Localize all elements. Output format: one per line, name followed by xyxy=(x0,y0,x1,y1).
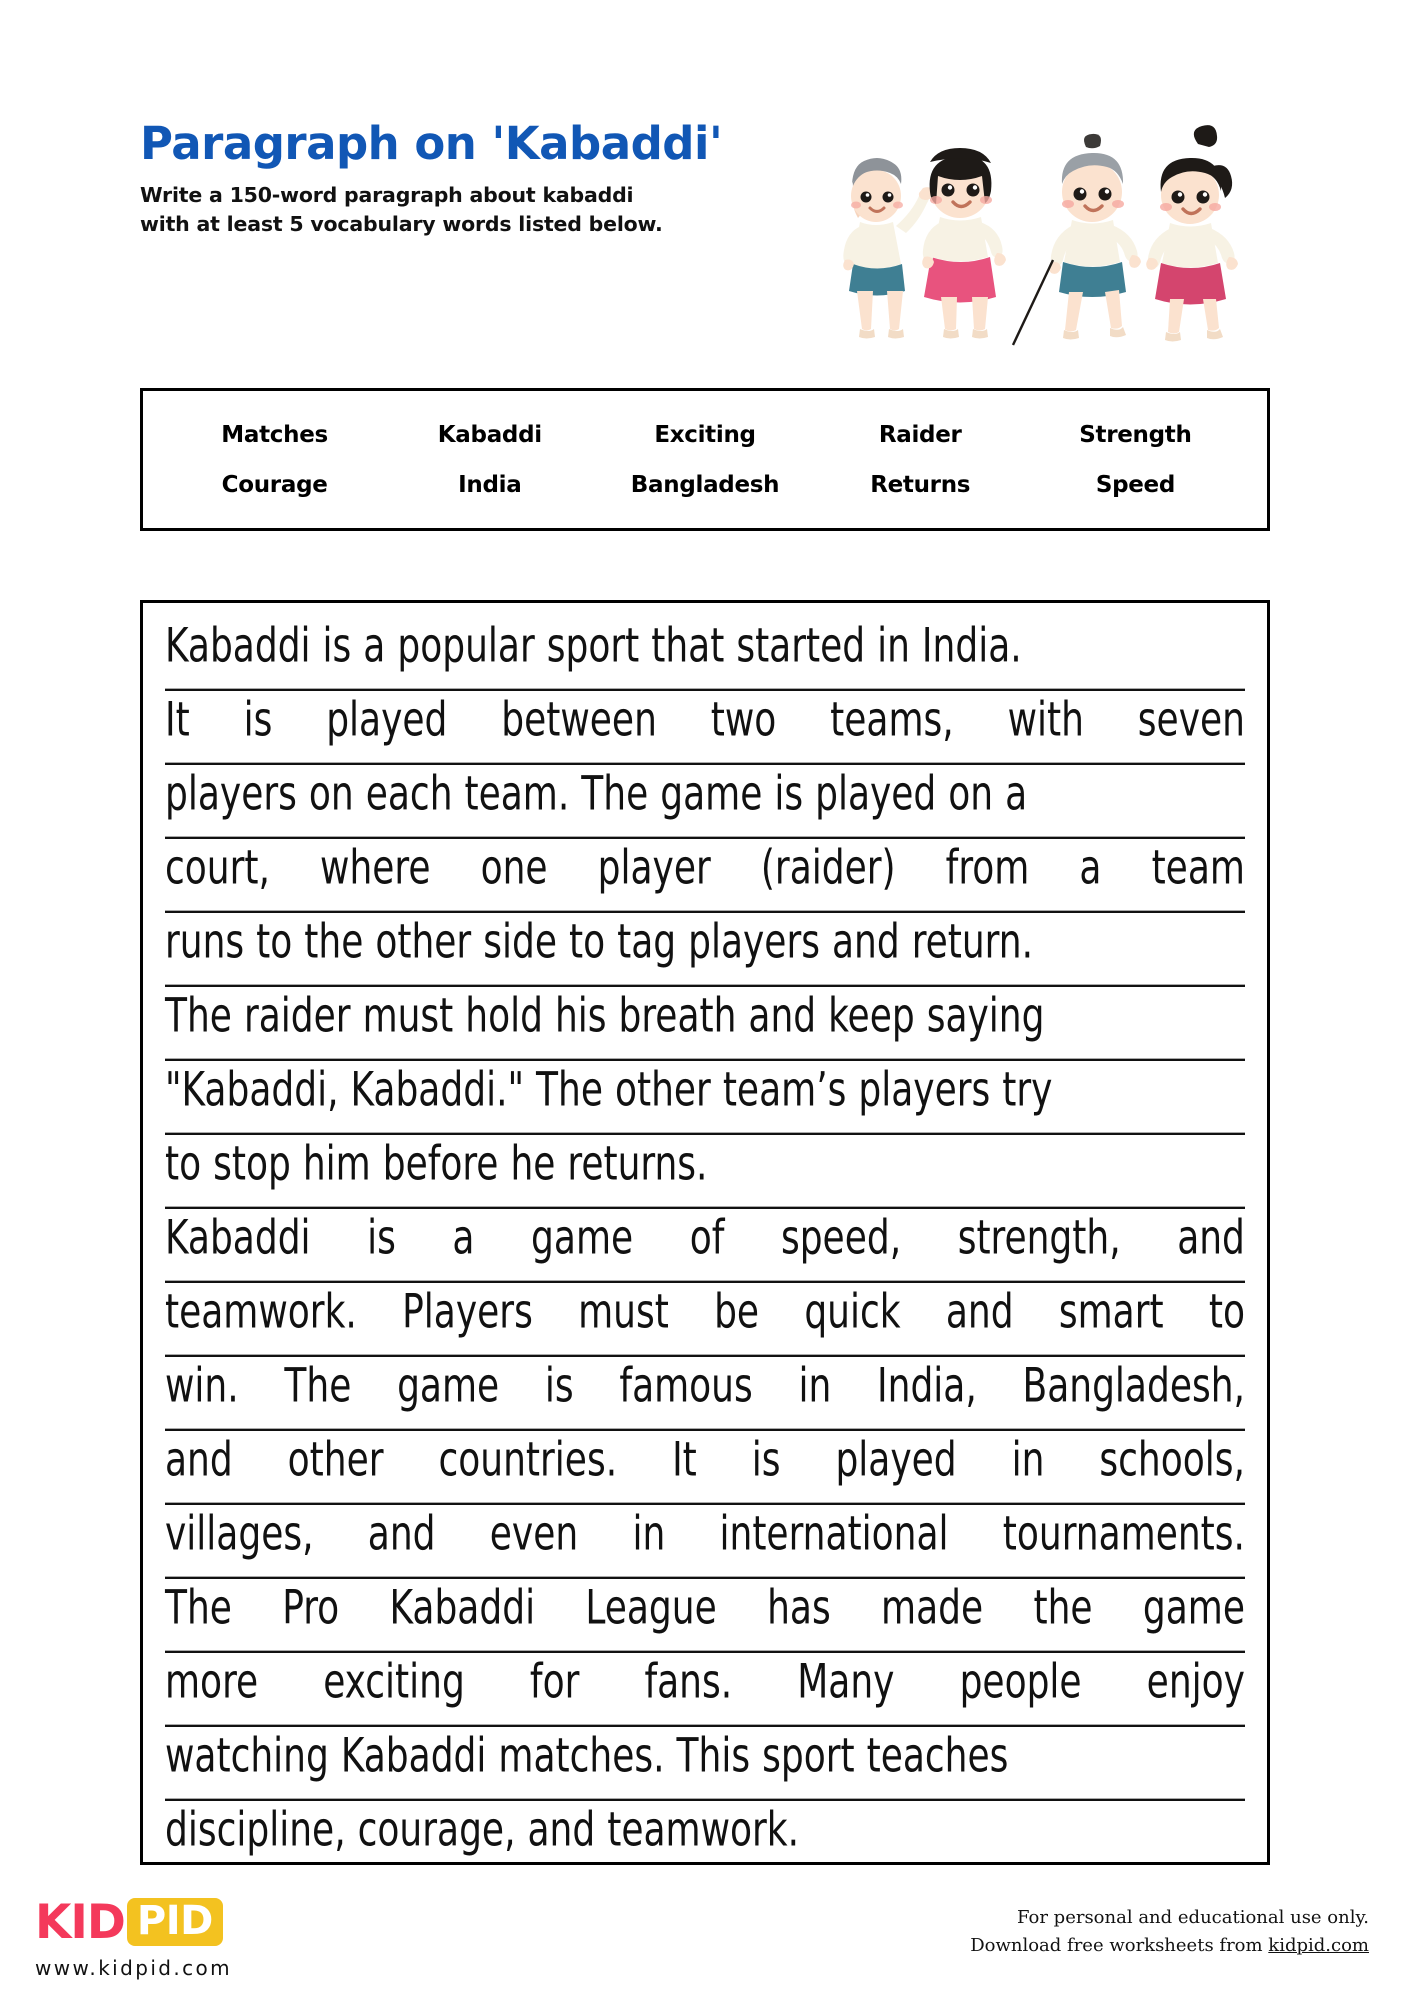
answer-lines-container xyxy=(165,617,1245,1865)
answer-word: Kabaddi xyxy=(165,619,311,674)
answer-word: popular xyxy=(397,619,535,674)
logo-kid-text: KID xyxy=(35,1894,125,1950)
logo-website-url: www.kidpid.com xyxy=(35,1956,233,1980)
answer-word: Kabaddi." xyxy=(350,1063,525,1118)
answer-word: is xyxy=(774,767,804,822)
answer-word: players xyxy=(688,915,820,970)
answer-word: to xyxy=(1208,1285,1245,1340)
answer-word: game xyxy=(397,1359,500,1414)
kidpid-link[interactable]: kidpid.com xyxy=(1268,1934,1369,1956)
answer-word: The xyxy=(581,767,649,822)
answer-word: of xyxy=(689,1211,725,1266)
footer-notice xyxy=(970,1904,1369,1960)
answer-word: famous xyxy=(619,1359,753,1414)
page-footer xyxy=(0,1890,1414,2000)
answer-word: It xyxy=(672,1433,697,1488)
worksheet-instructions xyxy=(140,181,780,239)
answer-word: fans. xyxy=(644,1655,733,1710)
answer-word: Bangladesh, xyxy=(1022,1359,1245,1414)
answer-word: countries. xyxy=(438,1433,618,1488)
answer-word: one xyxy=(480,841,548,896)
answer-word: team. xyxy=(464,767,570,822)
answer-word: return. xyxy=(911,915,1033,970)
answer-word: seven xyxy=(1137,693,1245,748)
answer-word: other xyxy=(287,1433,384,1488)
answer-word: between xyxy=(501,693,657,748)
answer-word: The xyxy=(284,1359,352,1414)
answer-word: international xyxy=(719,1507,949,1562)
answer-word: the xyxy=(304,915,364,970)
answer-word: played xyxy=(815,767,937,822)
answer-word: from xyxy=(945,841,1030,896)
answer-word: on xyxy=(948,767,994,822)
answer-word: to xyxy=(568,915,606,970)
answer-word: people xyxy=(959,1655,1082,1710)
answer-word: teams, xyxy=(830,693,954,748)
answer-word: enjoy xyxy=(1146,1655,1245,1710)
answer-word: schools, xyxy=(1099,1433,1245,1488)
answer-word: speed, xyxy=(780,1211,902,1266)
answer-word: and xyxy=(527,1803,596,1858)
answer-word: Many xyxy=(797,1655,895,1710)
answer-word: other xyxy=(375,915,472,970)
answer-word: him xyxy=(302,1137,371,1192)
answer-word: must xyxy=(362,989,454,1044)
answer-word: he xyxy=(510,1137,556,1192)
vocab-word: Returns xyxy=(870,471,971,498)
page-title: Paragraph on 'Kabaddi' xyxy=(140,117,723,170)
vocab-word: Matches xyxy=(221,421,328,448)
answer-word: watching xyxy=(165,1729,329,1784)
answer-word: a xyxy=(1079,841,1102,896)
vocab-word: India xyxy=(458,471,522,498)
answer-word: The xyxy=(536,1063,603,1118)
answer-word: started xyxy=(736,619,866,674)
answer-word: sport xyxy=(762,1729,855,1784)
answer-word: keep xyxy=(828,989,915,1044)
instructions-line-1: Write a 150-word paragraph about kabaddi xyxy=(140,183,634,208)
answer-word: played xyxy=(326,693,448,748)
answer-word: runs xyxy=(165,915,245,970)
answer-word: to xyxy=(165,1137,202,1192)
worksheet-header xyxy=(140,117,1270,350)
answer-word: is xyxy=(243,693,273,748)
answer-word: side xyxy=(483,915,557,970)
answer-word: a xyxy=(363,619,386,674)
answer-word: to xyxy=(256,915,293,970)
answer-word: smart xyxy=(1058,1285,1164,1340)
answer-word: try xyxy=(1002,1063,1053,1118)
answer-word: India, xyxy=(877,1359,977,1414)
child-4 xyxy=(1146,125,1238,341)
child-2 xyxy=(922,148,1006,339)
answer-word: League xyxy=(585,1581,717,1636)
answer-word: team xyxy=(1151,841,1245,896)
instructions-line-2: with at least 5 vocabulary words listed below. xyxy=(140,212,663,237)
vocab-word: Strength xyxy=(1079,421,1192,448)
footer-notice-line-1: For personal and educational use only. xyxy=(1017,1907,1369,1928)
answer-word: must xyxy=(578,1285,669,1340)
answer-word: is xyxy=(751,1433,781,1488)
answer-word: win. xyxy=(165,1359,239,1414)
answer-word: and xyxy=(367,1507,436,1562)
paragraph-answer-area[interactable] xyxy=(140,600,1270,1865)
answer-word: returns. xyxy=(567,1137,708,1192)
answer-word: and xyxy=(165,1433,233,1488)
answer-word: Kabaddi xyxy=(165,1211,311,1266)
answer-word: discipline, xyxy=(165,1803,346,1858)
logo-wordmark xyxy=(35,1894,232,1950)
answer-word: Kabaddi xyxy=(340,1729,487,1784)
answer-word: (raider) xyxy=(760,841,896,896)
answer-word: and xyxy=(1177,1211,1245,1266)
answer-word: Kabaddi xyxy=(389,1581,536,1636)
answer-word: saying xyxy=(926,989,1045,1044)
answer-word: is xyxy=(322,619,352,674)
answer-word: a xyxy=(1005,767,1028,822)
vocab-word: Exciting xyxy=(654,421,756,448)
answer-word: other xyxy=(614,1063,711,1118)
answer-word: villages, xyxy=(165,1507,314,1562)
answer-word: stop xyxy=(213,1137,291,1192)
vocab-word: Bangladesh xyxy=(630,471,780,498)
answer-word: tag xyxy=(617,915,677,970)
answer-word: India. xyxy=(921,619,1022,674)
answer-word: players xyxy=(165,767,297,822)
header-text-block xyxy=(140,117,840,239)
answer-word: matches. xyxy=(498,1729,665,1784)
answer-word: This xyxy=(676,1729,751,1784)
answer-word: breath xyxy=(618,989,737,1044)
answer-word: player xyxy=(597,841,711,896)
answer-word: team’s xyxy=(722,1063,847,1118)
footer-notice-line-2 xyxy=(970,1932,1369,1960)
footer-notice-prefix: Download free worksheets from xyxy=(970,1934,1269,1956)
answer-word: "Kabaddi, xyxy=(165,1063,339,1118)
answer-word: Pro xyxy=(282,1581,340,1636)
answer-word: teamwork. xyxy=(607,1803,800,1858)
answer-word: that xyxy=(651,619,725,674)
answer-word: court, xyxy=(165,841,270,896)
vocabulary-row-2 xyxy=(167,472,1243,498)
vocabulary-row-1 xyxy=(167,422,1243,448)
answer-word: each xyxy=(365,767,453,822)
kabaddi-kids-illustration xyxy=(840,100,1270,350)
answer-word: and xyxy=(945,1285,1014,1340)
answer-word: game xyxy=(660,767,763,822)
answer-word: exciting xyxy=(323,1655,465,1710)
answer-word: made xyxy=(881,1581,984,1636)
answer-word: has xyxy=(767,1581,831,1636)
vocabulary-word-bank xyxy=(140,388,1270,531)
answer-word: It xyxy=(165,693,190,748)
vocab-word: Kabaddi xyxy=(437,421,542,448)
child-1 xyxy=(843,158,932,339)
answer-word: courage, xyxy=(357,1803,516,1858)
answer-word: on xyxy=(308,767,354,822)
answer-word: played xyxy=(835,1433,957,1488)
answer-word: game xyxy=(531,1211,634,1266)
answer-word: teaches xyxy=(866,1729,1009,1784)
answer-word: two xyxy=(710,693,777,748)
answer-word: is xyxy=(544,1359,574,1414)
answer-word: more xyxy=(165,1655,259,1710)
answer-word: for xyxy=(529,1655,580,1710)
logo-pid-text: PID xyxy=(127,1898,223,1946)
answer-word: where xyxy=(320,841,431,896)
answer-word: in xyxy=(877,619,910,674)
answer-word: hold xyxy=(465,989,543,1044)
answer-word: game xyxy=(1142,1581,1245,1636)
answer-word: The xyxy=(165,1581,232,1636)
vocab-word: Speed xyxy=(1095,471,1176,498)
answer-word: a xyxy=(452,1211,475,1266)
answer-word: the xyxy=(1033,1581,1093,1636)
answer-word: in xyxy=(632,1507,666,1562)
kidpid-logo[interactable] xyxy=(35,1894,233,1980)
child-3 xyxy=(1049,134,1141,340)
answer-word: in xyxy=(798,1359,832,1414)
answer-word: sport xyxy=(546,619,640,674)
answer-word: quick xyxy=(804,1285,901,1340)
answer-word: raider xyxy=(243,989,351,1044)
answer-word: even xyxy=(489,1507,579,1562)
answer-word: is xyxy=(367,1211,396,1266)
answer-word: The xyxy=(165,989,232,1044)
answer-word: Players xyxy=(402,1285,533,1340)
answer-word: his xyxy=(554,989,607,1044)
vocab-word: Raider xyxy=(878,421,962,448)
answer-word: before xyxy=(382,1137,499,1192)
answer-line xyxy=(165,1788,1245,1865)
answer-word: teamwork. xyxy=(165,1285,357,1340)
answer-word: and xyxy=(748,989,817,1044)
answer-word: with xyxy=(1007,693,1084,748)
vocab-word: Courage xyxy=(221,471,328,498)
answer-word: players xyxy=(858,1063,991,1118)
answer-word: strength, xyxy=(957,1211,1121,1266)
answer-word: tournaments. xyxy=(1002,1507,1245,1562)
answer-word: and xyxy=(831,915,900,970)
answer-word: be xyxy=(714,1285,760,1340)
answer-word: in xyxy=(1011,1433,1045,1488)
